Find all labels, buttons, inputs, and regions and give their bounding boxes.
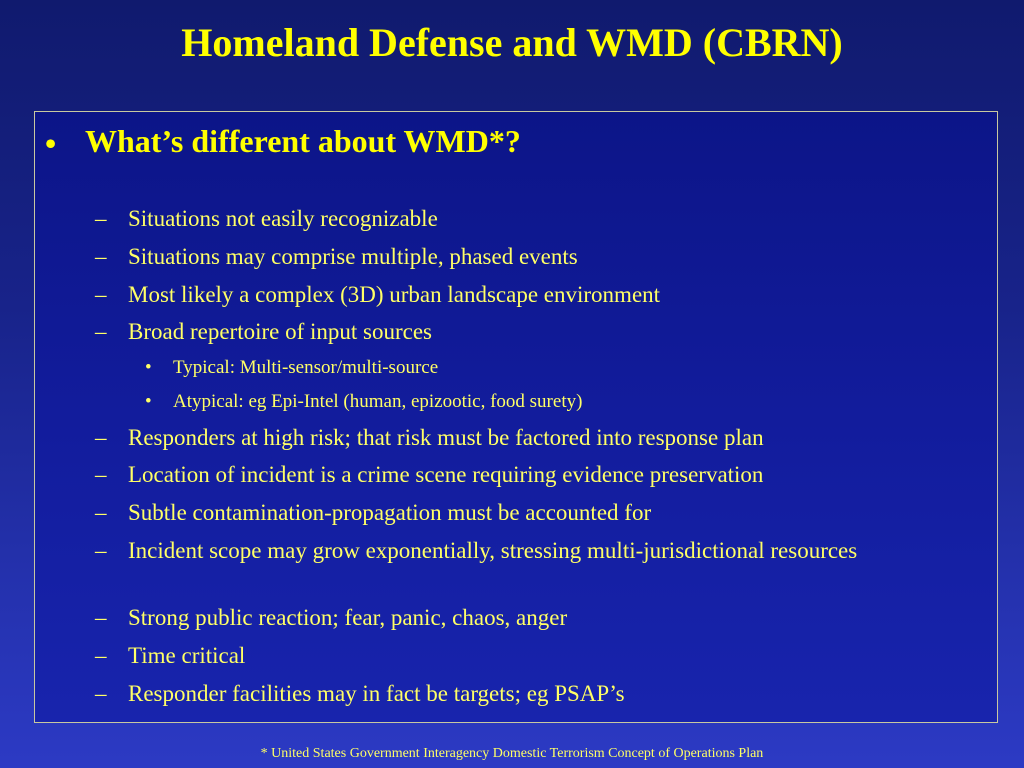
dash-icon: –: [95, 244, 107, 269]
list-item-text: Responder facilities may in fact be targets; eg PSAP’s: [128, 681, 625, 706]
list-item-text: Situations not easily recognizable: [128, 206, 438, 231]
footnote: * United States Government Interagency Domestic Terrorism Concept of Operations Plan: [260, 746, 764, 761]
slide-title: Homeland Defense and WMD (CBRN): [181, 20, 843, 65]
dash-icon: –: [95, 681, 107, 706]
list-item-text: Incident scope may grow exponentially, stressing multi-jurisdictional resources: [128, 538, 858, 563]
dash-icon: –: [95, 282, 107, 307]
dash-icon: –: [95, 538, 107, 563]
list-item-text: Situations may comprise multiple, phased events: [128, 244, 578, 269]
bullet-icon: •: [145, 391, 152, 412]
list-item-text: Location of incident is a crime scene requiring evidence preservation: [128, 462, 764, 487]
sub-list-item-text: Typical: Multi-sensor/multi-source: [173, 357, 439, 378]
dash-icon: –: [95, 643, 107, 668]
list-item-text: Subtle contamination-propagation must be accounted for: [128, 500, 652, 525]
list-item-text: Time critical: [128, 643, 246, 668]
dash-icon: –: [95, 462, 107, 487]
main-bullet-text: What’s different about WMD*?: [85, 123, 521, 159]
dash-icon: –: [95, 425, 107, 450]
dash-icon: –: [95, 206, 107, 231]
bullet-icon: •: [145, 357, 152, 378]
dash-icon: –: [95, 319, 107, 344]
main-bullet: [35, 112, 997, 162]
bullet-icon: •: [45, 125, 57, 161]
dash-icon: –: [95, 605, 107, 630]
content-box: [34, 111, 998, 723]
list-item-text: Most likely a complex (3D) urban landscape environment: [128, 282, 661, 307]
list-item-text: Responders at high risk; that risk must be factored into response plan: [128, 425, 764, 450]
sub-list-item-text: Atypical: eg Epi-Intel (human, epizootic, food surety): [173, 391, 583, 412]
dash-icon: –: [95, 500, 107, 525]
list-item-text: Strong public reaction; fear, panic, chaos, anger: [128, 605, 568, 630]
list-item-text: Broad repertoire of input sources: [128, 319, 433, 344]
